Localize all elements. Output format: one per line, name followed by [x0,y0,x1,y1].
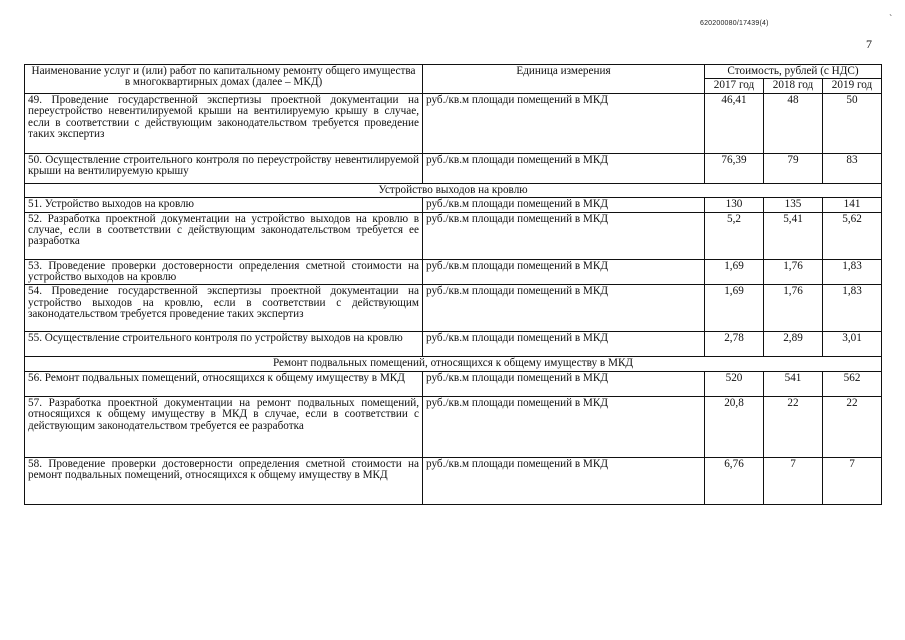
value-2019: 141 [823,198,882,212]
value-2019: 50 [823,93,882,153]
page-number: 7 [866,37,872,51]
section-row [25,183,882,197]
corner-mark: ` [889,14,893,25]
value-2017: 46,41 [705,93,764,153]
value-2017: 520 [705,371,764,396]
table-row [25,371,882,396]
value-2019: 83 [823,153,882,183]
document-code: 620200080/17439(4) [700,20,769,27]
value-2018: 48 [764,93,823,153]
value-2018: 1,76 [764,259,823,285]
unit-cell: руб./кв.м площади помещений в МКД [423,153,705,183]
service-name: 53. Проведение проверки достоверности определения сметной стоимости на устройство выходов на кровлю [25,259,423,285]
value-2018: 135 [764,198,823,212]
header-year-2017: 2017 год [705,79,764,93]
value-2019: 22 [823,396,882,457]
service-name: 57. Разработка проектной документации на ремонт подвальных помещений, относящихся к общему имуществу в МКД в случае, если в соответствии с действующим законодательством требуется ее разработка [25,396,423,457]
section-row [25,357,882,371]
table-row [25,259,882,285]
value-2017: 76,39 [705,153,764,183]
service-name: 56. Ремонт подвальных помещений, относящихся к общему имуществу в МКД [25,371,423,396]
service-name: 54. Проведение государственной экспертизы проектной документации на устройство выходов на кровлю, если в соответствии с действующим законодательством требуется проведение таких экспертиз [25,285,423,332]
unit-cell: руб./кв.м площади помещений в МКД [423,332,705,357]
value-2017: 2,78 [705,332,764,357]
table-header-row [25,65,882,79]
service-name: 52. Разработка проектной документации на устройство выходов на кровлю в случае, если в соответствии с действующим законодательством требуется ее разработка [25,212,423,259]
header-service-name: Наименование услуг и (или) работ по капитальному ремонту общего имущества в многоквартирных домах (далее – МКД) [25,65,423,94]
table-row [25,153,882,183]
table-row [25,212,882,259]
value-2018: 5,41 [764,212,823,259]
unit-cell: руб./кв.м площади помещений в МКД [423,371,705,396]
value-2019: 7 [823,457,882,504]
value-2019: 3,01 [823,332,882,357]
table-row [25,396,882,457]
service-name: 51. Устройство выходов на кровлю [25,198,423,212]
header-unit: Единица измерения [423,65,705,94]
table-row [25,285,882,332]
value-2017: 1,69 [705,259,764,285]
value-2019: 5,62 [823,212,882,259]
service-name: 55. Осуществление строительного контроля по устройству выходов на кровлю [25,332,423,357]
value-2017: 130 [705,198,764,212]
value-2018: 1,76 [764,285,823,332]
unit-cell: руб./кв.м площади помещений в МКД [423,396,705,457]
header-year-2018: 2018 год [764,79,823,93]
value-2017: 6,76 [705,457,764,504]
value-2018: 22 [764,396,823,457]
table-row [25,332,882,357]
unit-cell: руб./кв.м площади помещений в МКД [423,457,705,504]
service-name: 58. Проведение проверки достоверности определения сметной стоимости на ремонт подвальных помещений, относящихся к общему имуществу в МКД [25,457,423,504]
value-2017: 1,69 [705,285,764,332]
header-cost: Стоимость, рублей (с НДС) [705,65,882,79]
value-2017: 20,8 [705,396,764,457]
section-title: Ремонт подвальных помещений, относящихся к общему имуществу в МКД [25,357,882,371]
value-2017: 5,2 [705,212,764,259]
unit-cell: руб./кв.м площади помещений в МКД [423,93,705,153]
value-2019: 1,83 [823,285,882,332]
table-row [25,198,882,212]
service-name: 49. Проведение государственной экспертизы проектной документации на переустройство невентилируемой крыши на вентилируемую крышу в случае, если в соответствии с действующим законодательством требуется проведение таких экспертиз [25,93,423,153]
table-row [25,93,882,153]
value-2019: 1,83 [823,259,882,285]
unit-cell: руб./кв.м площади помещений в МКД [423,285,705,332]
unit-cell: руб./кв.м площади помещений в МКД [423,212,705,259]
table-row [25,457,882,504]
value-2018: 2,89 [764,332,823,357]
section-title: Устройство выходов на кровлю [25,183,882,197]
cost-table [24,64,882,505]
unit-cell: руб./кв.м площади помещений в МКД [423,198,705,212]
value-2018: 79 [764,153,823,183]
value-2019: 562 [823,371,882,396]
value-2018: 541 [764,371,823,396]
service-name: 50. Осуществление строительного контроля по переустройству невентилируемой крыши на вентилируемую крышу [25,153,423,183]
unit-cell: руб./кв.м площади помещений в МКД [423,259,705,285]
header-year-2019: 2019 год [823,79,882,93]
value-2018: 7 [764,457,823,504]
